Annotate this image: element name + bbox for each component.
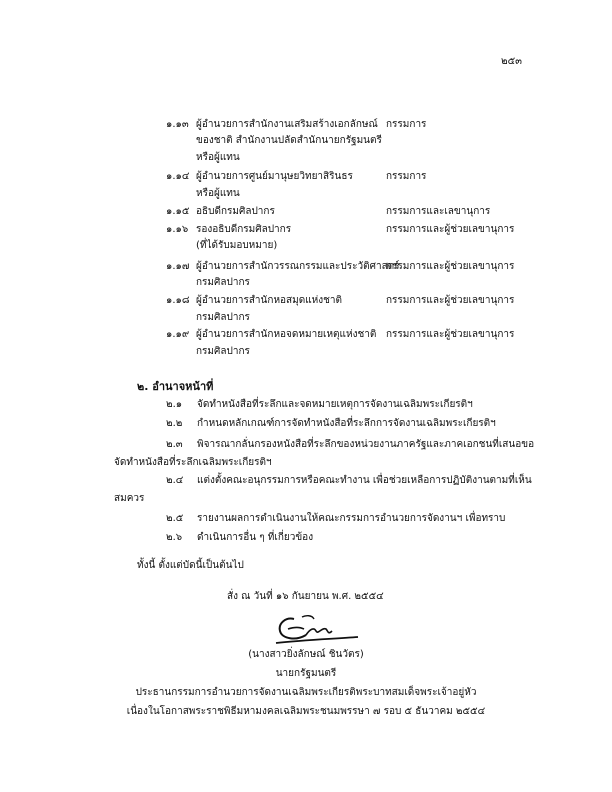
member-role: กรรมการและผู้ช่วยเลขานุการ xyxy=(386,261,515,272)
duty-text: กำหนดหลักเกณฑ์การจัดทำหนังสือที่ระลึกการจัดงานเฉลิมพระเกียรติฯ xyxy=(197,418,496,429)
closing-line-1: ประธานกรรมการอำนวยการจัดงานเฉลิมพระเกียรติพระบาทสมเด็จพระเจ้าอยู่หัว xyxy=(135,687,477,698)
duty-text: พิจารณากลั่นกรองหนังสือที่ระลึกของหน่วยงานภาครัฐและภาคเอกชนที่เสนอขอ xyxy=(197,439,535,450)
duty-text: ดำเนินการอื่น ๆ ที่เกี่ยวข้อง xyxy=(197,532,314,543)
member-title: ผู้อำนวยการศูนย์มานุษยวิทยาสิรินธร xyxy=(196,171,353,182)
page-number: ๒๕๓ xyxy=(501,56,522,67)
duty-number: ๒.๓ xyxy=(166,439,183,450)
duty-text: แต่งตั้งคณะอนุกรรมการหรือคณะทำงาน เพื่อช่วยเหลือการปฏิบัติงานตามที่เห็น xyxy=(197,475,532,486)
duties-heading: ๒. อำนาจหน้าที่ xyxy=(137,380,214,393)
duty-number: ๒.๒ xyxy=(166,418,183,429)
member-title-cont: กรมศิลปากร xyxy=(196,277,250,288)
duty-number: ๒.๔ xyxy=(166,475,184,486)
member-title-cont: กรมศิลปากร xyxy=(196,346,250,357)
duty-number: ๒.๑ xyxy=(166,399,183,410)
member-role: กรรมการและเลขานุการ xyxy=(386,206,491,217)
member-title: ผู้อำนวยการสำนักงานเสริมสร้างเอกลักษณ์ xyxy=(196,119,378,130)
duty-number: ๒.๖ xyxy=(166,532,183,543)
member-title: ผู้อำนวยการสำนักวรรณกรรมและประวัติศาสตร์ xyxy=(196,261,400,272)
member-title: รองอธิบดีกรมศิลปากร xyxy=(196,224,292,235)
duty-number: ๒.๕ xyxy=(166,513,184,524)
member-role: กรรมการและผู้ช่วยเลขานุการ xyxy=(386,224,515,235)
member-number: ๑.๑๔ xyxy=(166,171,190,182)
member-title: ผู้อำนวยการสำนักหอจดหมายเหตุแห่งชาติ xyxy=(196,329,377,340)
member-number: ๑.๑๕ xyxy=(166,206,190,217)
member-number: ๑.๑๗ xyxy=(166,261,190,272)
member-number: ๑.๑๓ xyxy=(166,119,189,130)
effective-clause: ทั้งนี้ ตั้งแต่บัดนี้เป็นต้นไป xyxy=(137,560,244,571)
member-title-cont: หรือผู้แทน xyxy=(196,152,240,163)
member-role: กรรมการและผู้ช่วยเลขานุการ xyxy=(386,295,515,306)
member-title: อธิบดีกรมศิลปากร xyxy=(196,206,275,217)
member-title-cont: ของชาติ สำนักงานปลัดสำนักนายกรัฐมนตรี xyxy=(196,135,382,146)
order-date: สั่ง ณ วันที่ ๑๖ กันยายน พ.ศ. ๒๕๕๔ xyxy=(227,591,384,602)
duty-text: รายงานผลการดำเนินงานให้คณะกรรมการอำนวยการจัดงานฯ เพื่อทราบ xyxy=(197,513,506,524)
signatory-position: นายกรัฐมนตรี xyxy=(275,668,337,679)
duty-text-cont: สมควร xyxy=(114,493,145,504)
duty-text-cont: จัดทำหนังสือที่ระลึกเฉลิมพระเกียรติฯ xyxy=(114,457,272,468)
member-number: ๑.๑๙ xyxy=(166,329,190,340)
member-title-cont: หรือผู้แทน xyxy=(196,188,240,199)
member-title-cont: กรมศิลปากร xyxy=(196,312,250,323)
member-number: ๑.๑๘ xyxy=(166,295,190,306)
closing-line-2: เนื่องในโอกาสพระราชพิธีมหามงคลเฉลิมพระชนมพรรษา ๗ รอบ ๕ ธันวาคม ๒๕๕๔ xyxy=(126,706,486,717)
duty-text: จัดทำหนังสือที่ระลึกและจดหมายเหตุการจัดงานเฉลิมพระเกียรติฯ xyxy=(197,399,473,410)
member-role: กรรมการ xyxy=(386,171,427,182)
member-title-cont: (ที่ได้รับมอบหมาย) xyxy=(196,240,278,251)
signatory-name: (นางสาวยิ่งลักษณ์ ชินวัตร) xyxy=(248,649,364,660)
member-role: กรรมการ xyxy=(386,119,427,130)
member-role: กรรมการและผู้ช่วยเลขานุการ xyxy=(386,329,515,340)
signature-image xyxy=(272,613,364,647)
member-number: ๑.๑๖ xyxy=(166,224,189,235)
member-title: ผู้อำนวยการสำนักหอสมุดแห่งชาติ xyxy=(196,295,343,306)
